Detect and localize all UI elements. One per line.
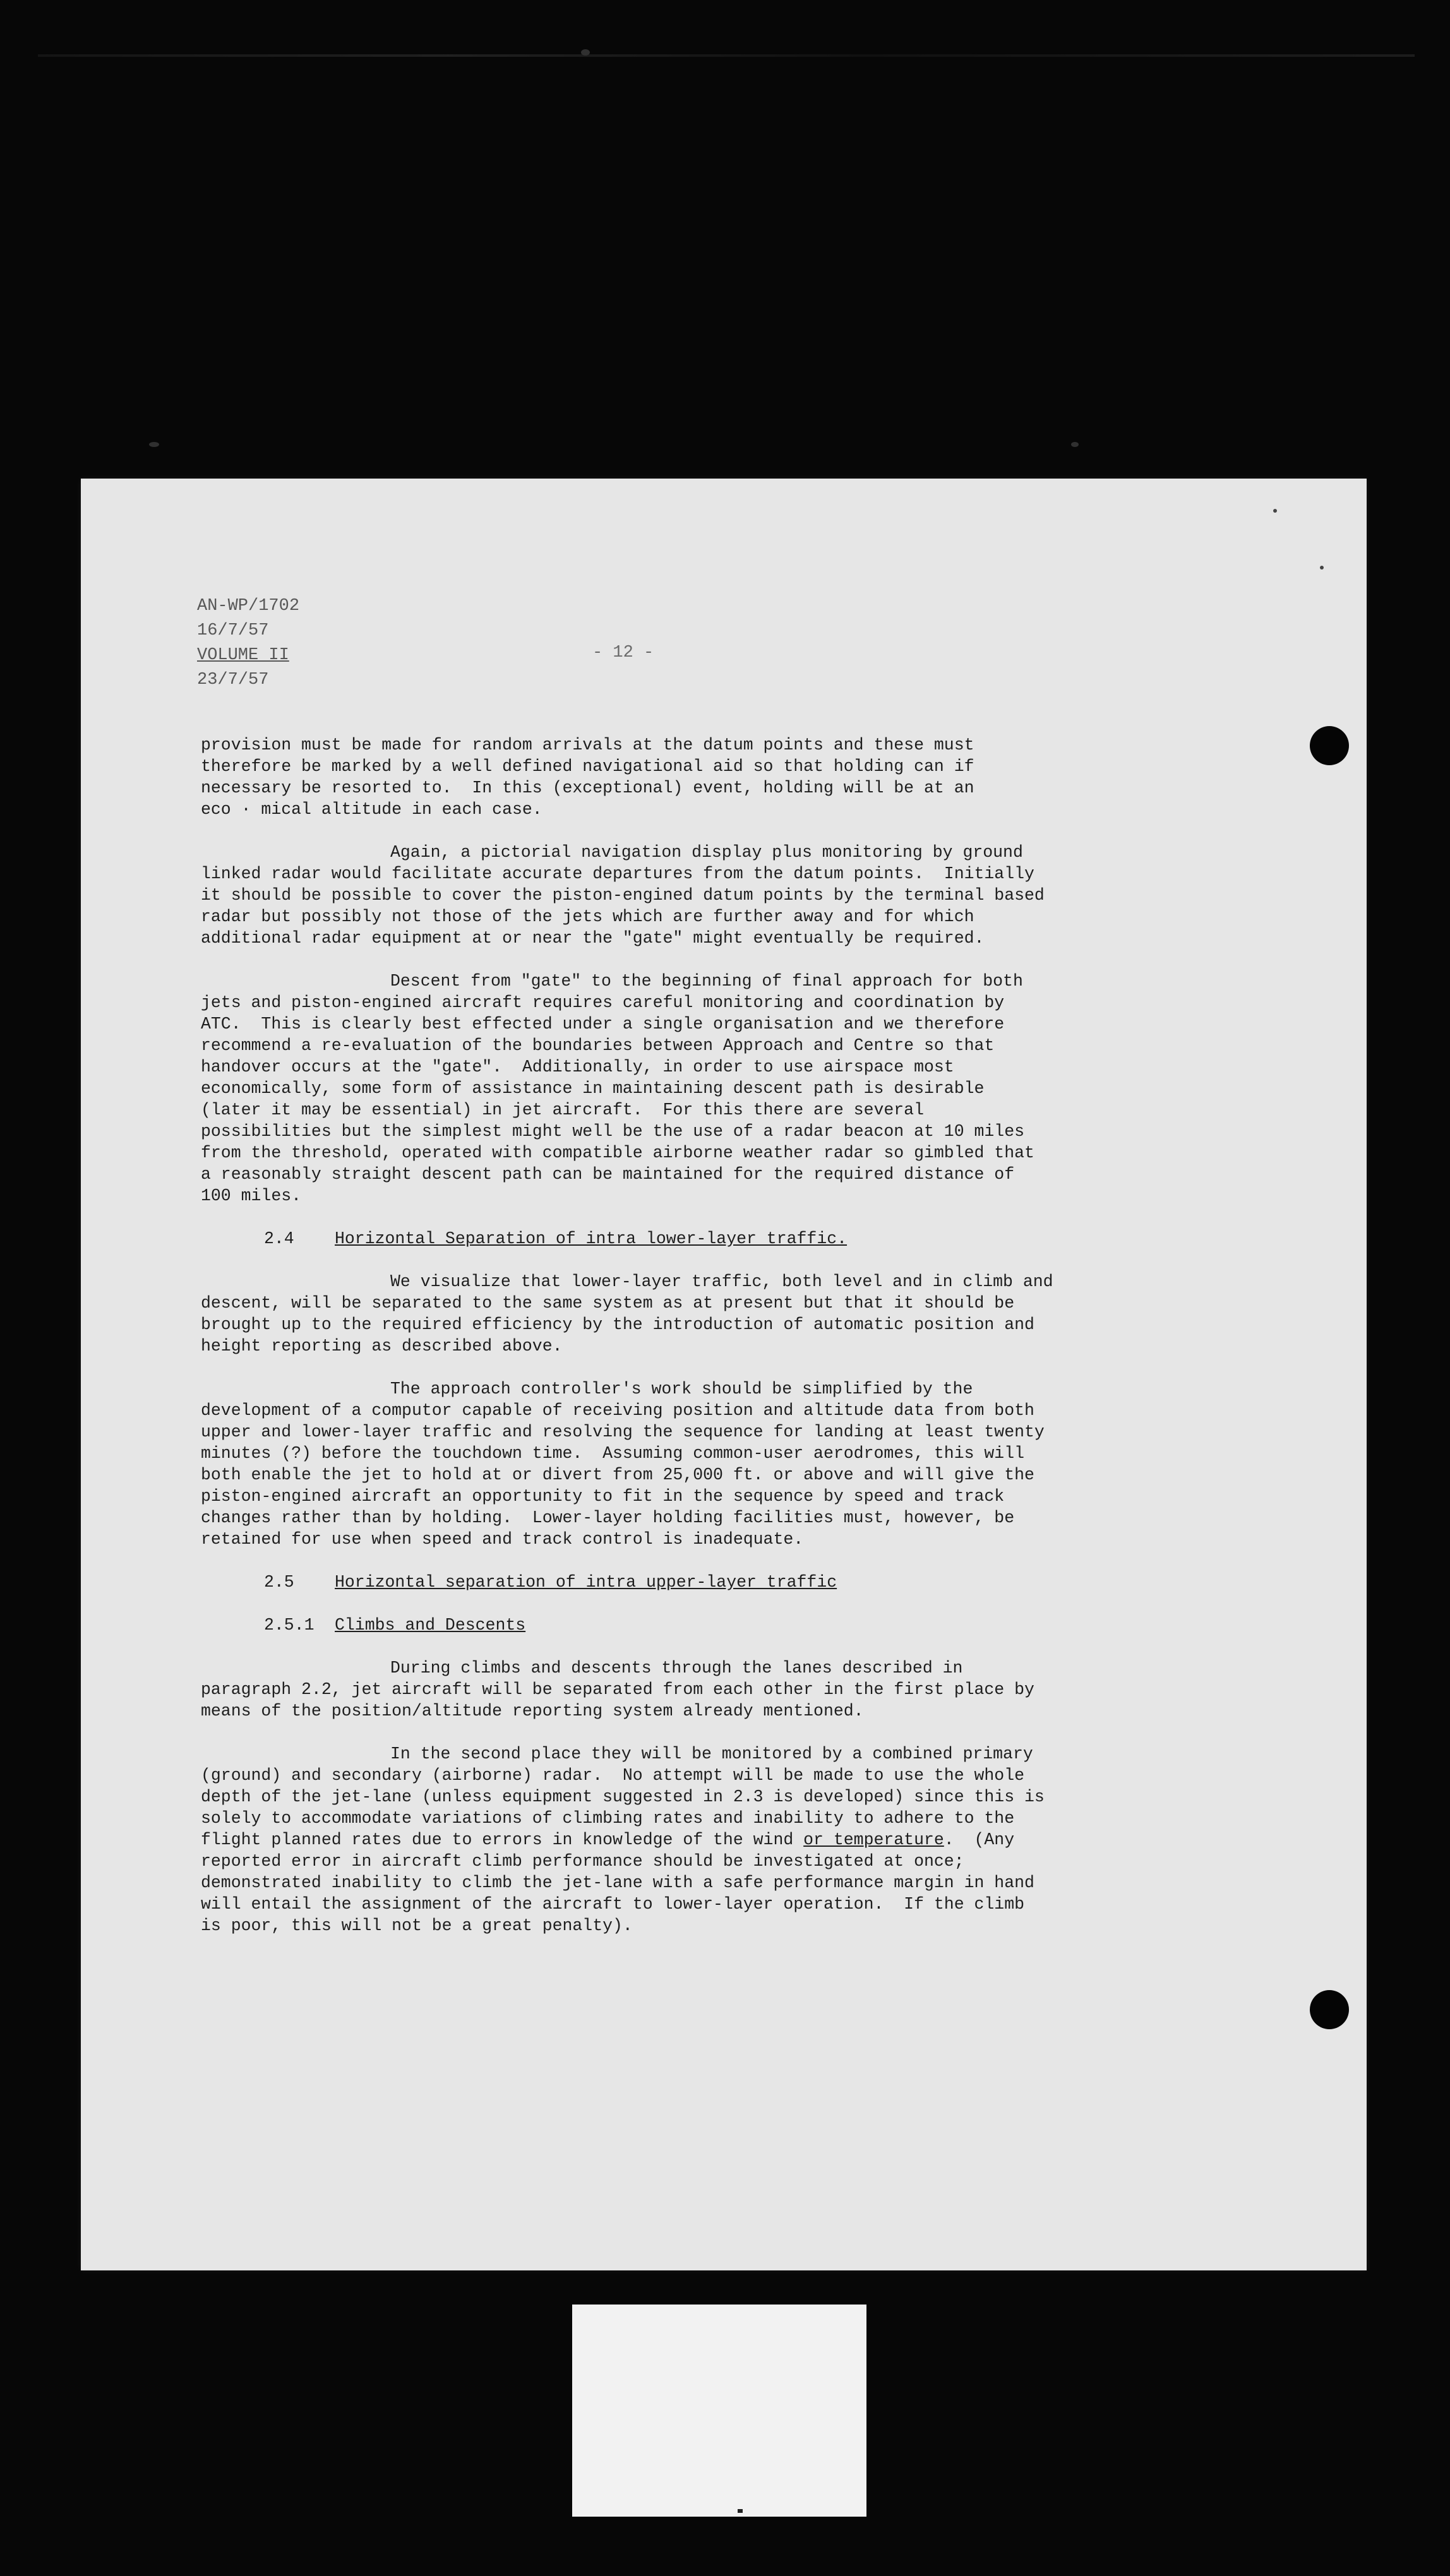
text-line: During climbs and descents through the lanes described in: [390, 1659, 963, 1678]
header-date-2: 23/7/57: [197, 671, 269, 689]
text-line: minutes (?) before the touchdown time. Assuming common-user aerodromes, this will: [201, 1444, 1025, 1463]
text-line: provision must be made for random arrivals at the datum points and these must: [201, 736, 974, 754]
section-title: Horizontal Separation of intra lower-layer traffic.: [335, 1229, 848, 1248]
text-line: We visualize that lower-layer traffic, both level and in climb and: [390, 1272, 1053, 1291]
text-line: Again, a pictorial navigation display plus monitoring by ground: [390, 843, 1023, 862]
doc-reference: AN-WP/1702: [197, 597, 300, 616]
film-edge-line: [38, 54, 1415, 57]
text-line: upper and lower-layer traffic and resolving the sequence for landing at least twenty: [201, 1422, 1045, 1441]
text-line: (later it may be essential) in jet aircraft. For this there are several: [201, 1100, 924, 1119]
text-line: radar but possibly not those of the jets which are further away and for which: [201, 907, 974, 926]
volume-label: VOLUME II: [197, 646, 289, 665]
page-speck: [1320, 566, 1324, 569]
text-line: reported error in aircraft climb performance should be investigated at once;: [201, 1852, 964, 1871]
text-line: The approach controller's work should be simplified by the: [390, 1380, 973, 1398]
text-line: therefore be marked by a well defined navigational aid so that holding can if: [201, 757, 974, 776]
document-body: [201, 734, 1312, 1958]
section-number: 2.5.1: [264, 1616, 315, 1635]
text-line: it should be possible to cover the piston-engined datum points by the terminal based: [201, 886, 1045, 905]
text-line: Descent from "gate" to the beginning of final approach for both: [390, 972, 1023, 991]
paragraph-random-arrivals: [201, 734, 1312, 820]
text-line: linked radar would facilitate accurate departures from the datum points. Initially: [201, 864, 1034, 883]
section-title: Climbs and Descents: [335, 1616, 526, 1635]
paragraph-pictorial-display: [201, 842, 1312, 949]
section-number: 2.5: [264, 1573, 294, 1592]
film-speck: [1071, 442, 1079, 447]
punch-hole-top: [1310, 726, 1349, 765]
text-line: additional radar equipment at or near the "gate" might eventually be required.: [201, 929, 985, 948]
text-line: changes rather than by holding. Lower-layer holding facilities must, however, be: [201, 1508, 1015, 1527]
text-line: height reporting as described above.: [201, 1337, 563, 1356]
text-line: retained for use when speed and track control is inadequate.: [201, 1530, 804, 1549]
section-title: Horizontal separation of intra upper-layer traffic: [335, 1573, 837, 1592]
text-line: necessary be resorted to. In this (exceptional) event, holding will be at an: [201, 778, 974, 797]
document-page: [81, 479, 1367, 2270]
text-line: both enable the jet to hold at or divert from 25,000 ft. or above and will give the: [201, 1465, 1034, 1484]
film-speck: [149, 442, 159, 447]
section-heading-2-5-1: [201, 1614, 1312, 1636]
slip-mark: [738, 2509, 743, 2513]
film-speck: [581, 49, 590, 56]
text-line: eco · mical altitude in each case.: [201, 800, 542, 819]
text-line-with-underline: [201, 1829, 1312, 1851]
text-line: depth of the jet-lane (unless equipment suggested in 2.3 is developed) since this is: [201, 1787, 1045, 1806]
text-line: means of the position/altitude reporting system already mentioned.: [201, 1702, 864, 1720]
paragraph-climbs-descents: [201, 1657, 1312, 1722]
text-line: paragraph 2.2, jet aircraft will be separated from each other in the first place by: [201, 1680, 1034, 1699]
text-line: development of a computor capable of receiving position and altitude data from both: [201, 1401, 1034, 1420]
paragraph-monitored-radar: [201, 1743, 1312, 1936]
text-line: In the second place they will be monitored by a combined primary: [390, 1744, 1033, 1763]
paragraph-descent-from-gate: [201, 970, 1312, 1207]
punch-hole-bottom: [1310, 1990, 1349, 2029]
page-speck: [1273, 509, 1277, 513]
text-line: is poor, this will not be a great penalty).: [201, 1916, 633, 1935]
text-line: (ground) and secondary (airborne) radar. No attempt will be made to use the whole: [201, 1766, 1025, 1785]
document-header: [197, 594, 299, 693]
section-number: 2.4: [264, 1229, 294, 1248]
underlined-phrase: or temperature: [803, 1830, 944, 1849]
text-line: handover occurs at the "gate". Additionally, in order to use airspace most: [201, 1058, 954, 1076]
text-line: recommend a re-evaluation of the boundaries between Approach and Centre so that: [201, 1036, 995, 1055]
paragraph-approach-controller: [201, 1378, 1312, 1550]
text-line: descent, will be separated to the same system as at present but that it should be: [201, 1294, 1015, 1313]
text-fragment: . (Any: [944, 1830, 1015, 1849]
header-date-1: 16/7/57: [197, 621, 269, 640]
text-line: solely to accommodate variations of climbing rates and inability to adhere to the: [201, 1809, 1015, 1828]
text-line: ATC. This is clearly best effected under a single organisation and we therefore: [201, 1015, 1005, 1034]
blank-target-slip: [572, 2305, 866, 2517]
text-line: possibilities but the simplest might well be the use of a radar beacon at 10 miles: [201, 1122, 1025, 1141]
text-line: a reasonably straight descent path can be maintained for the required distance of: [201, 1165, 1015, 1184]
text-line: piston-engined aircraft an opportunity to fit in the sequence by speed and track: [201, 1487, 1005, 1506]
section-heading-2-5: [201, 1571, 1312, 1593]
text-line: brought up to the required efficiency by the introduction of automatic position and: [201, 1315, 1034, 1334]
text-line: economically, some form of assistance in maintaining descent path is desirable: [201, 1079, 985, 1098]
text-line: 100 miles.: [201, 1186, 302, 1205]
section-heading-2-4: [201, 1228, 1312, 1249]
text-fragment: flight planned rates due to errors in knowledge of the wind: [201, 1830, 804, 1849]
text-line: from the threshold, operated with compatible airborne weather radar so gimbled that: [201, 1143, 1034, 1162]
text-line: will entail the assignment of the aircraft to lower-layer operation. If the climb: [201, 1895, 1025, 1914]
text-line: demonstrated inability to climb the jet-lane with a safe performance margin in hand: [201, 1873, 1034, 1892]
page-number: - 12 -: [592, 643, 654, 662]
paragraph-lower-layer: [201, 1271, 1312, 1357]
text-line: jets and piston-engined aircraft requires careful monitoring and coordination by: [201, 993, 1005, 1012]
